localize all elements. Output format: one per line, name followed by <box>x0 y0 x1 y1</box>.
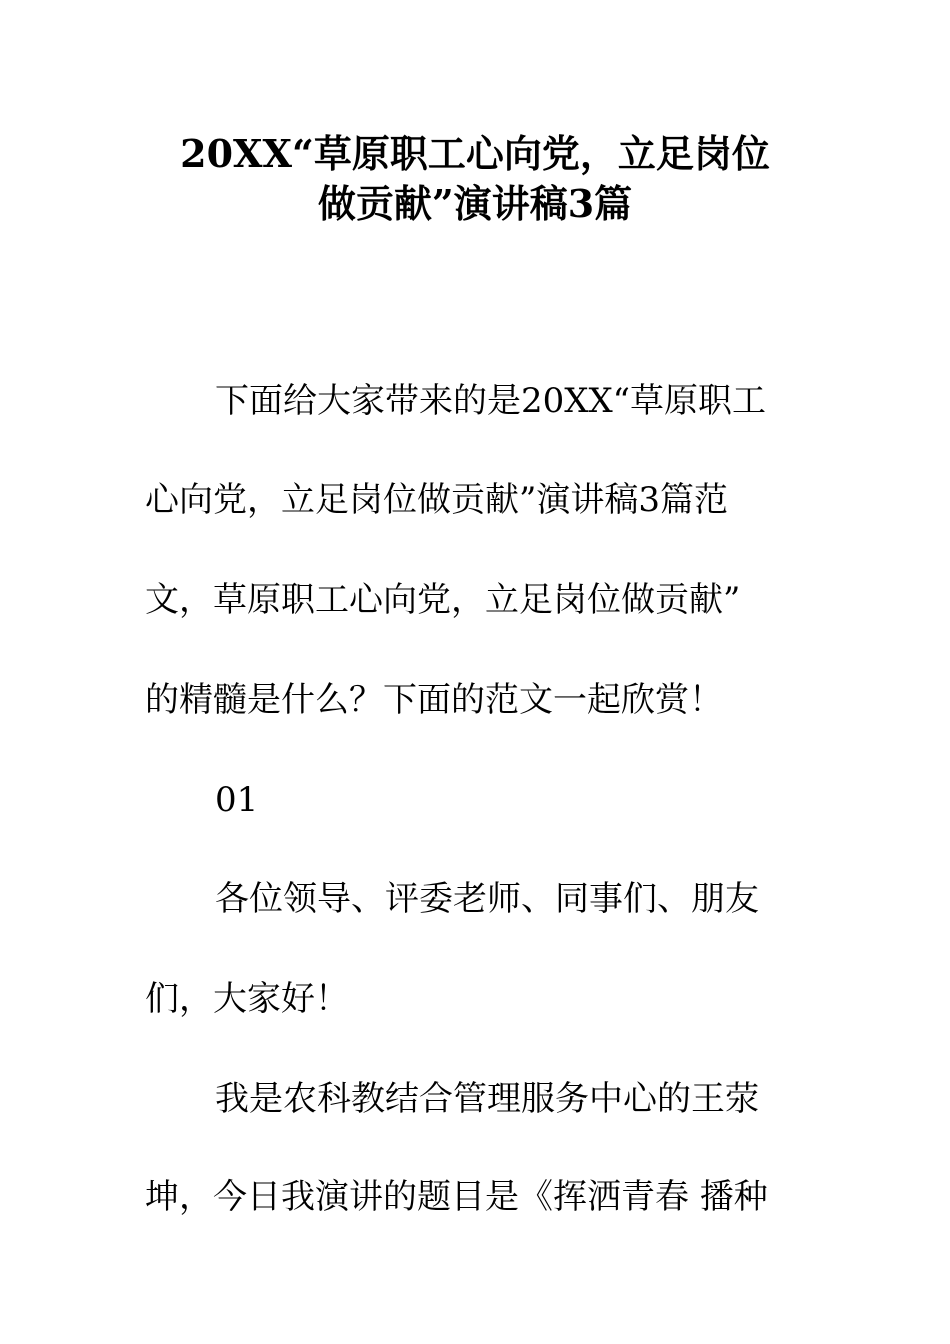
paragraph-line: 我是农科教结合管理服务中心的王荥 <box>215 1079 759 1119</box>
paragraph-line: 文，草原职工心向党，立足岗位做贡献” <box>145 580 741 620</box>
paragraph-line: 各位领导、评委老师、同事们、朋友 <box>215 879 759 919</box>
document-title-line-1: 20XX“草原职工心向党，立足岗位 <box>180 131 770 176</box>
paragraph-line: 的精髓是什么？下面的范文一起欣赏！ <box>145 680 723 720</box>
paragraph-line: 坤，今日我演讲的题目是《挥洒青春 播种 <box>145 1177 768 1217</box>
document-title-line-2: 做贡献”演讲稿3篇 <box>317 181 633 226</box>
paragraph-line: 心向党，立足岗位做贡献”演讲稿3篇范 <box>145 480 729 520</box>
paragraph-line: 们，大家好！ <box>145 979 349 1019</box>
paragraph-line: 下面给大家带来的是20XX“草原职工 <box>215 381 767 421</box>
section-number: 01 <box>215 780 259 820</box>
